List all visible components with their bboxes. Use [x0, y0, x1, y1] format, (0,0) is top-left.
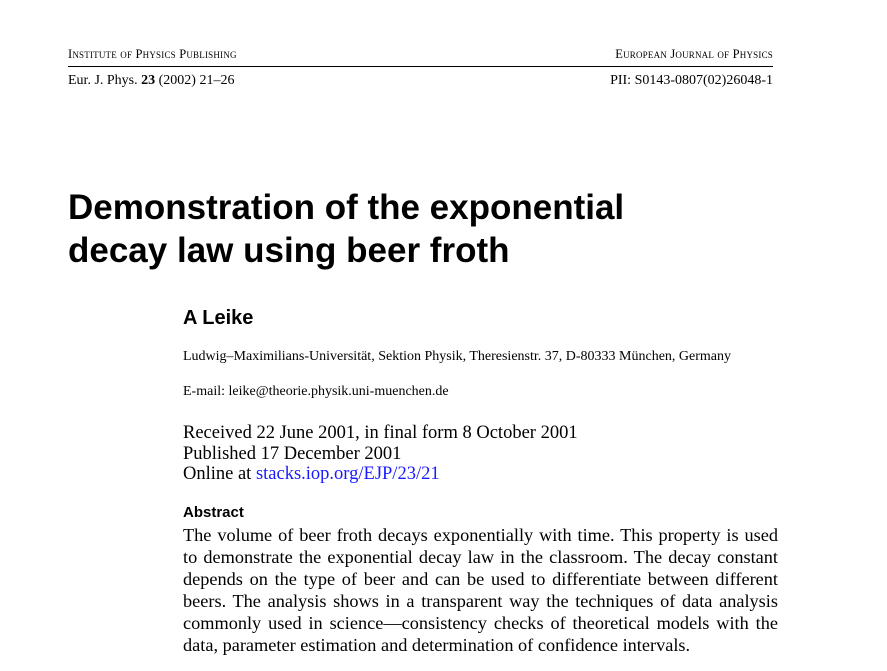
journal-header: European Journal of Physics: [615, 47, 773, 61]
citation-prefix: Eur. J. Phys.: [68, 73, 138, 88]
online-link[interactable]: stacks.iop.org/EJP/23/21: [255, 464, 440, 484]
received-date: Received 22 June 2001, in final form 8 October 2001: [183, 423, 578, 443]
abstract-heading: Abstract: [183, 504, 244, 521]
affiliation: Ludwig–Maximilians-Universität, Sektion Physik, Theresienstr. 37, D-80333 München, Germany: [183, 349, 732, 364]
publication-dates: [183, 423, 578, 485]
pii: PII: S0143-0807(02)26048-1: [610, 73, 773, 88]
title-line-1: Demonstration of the exponential: [68, 188, 625, 227]
citation-volume: 23: [141, 73, 156, 88]
abstract-text: The volume of beer froth decays exponentially with time. This property is used to demonstrate the exponential decay law in the classroom. The decay constant depends on the type of beer and can be used to differentiate between different beers. The analysis shows in a transparent way the techniques of data analysis commonly used in science—consistency checks of theoretical models with the data, parameter estimation and determination of confidence intervals.: [183, 525, 778, 655]
title-line-2: decay law using beer froth: [68, 231, 510, 270]
author-email: E-mail: leike@theorie.physik.uni-muenchen.de: [183, 384, 449, 399]
author-name: A Leike: [183, 307, 254, 329]
header-rule: [68, 66, 773, 67]
publisher-header: Institute of Physics Publishing: [68, 47, 237, 61]
citation: [68, 73, 234, 89]
citation-suffix: (2002) 21–26: [158, 73, 235, 88]
online-prefix: Online at: [183, 464, 256, 484]
online-line: [183, 464, 578, 485]
published-date: Published 17 December 2001: [183, 443, 402, 464]
paper-title: [68, 186, 788, 272]
